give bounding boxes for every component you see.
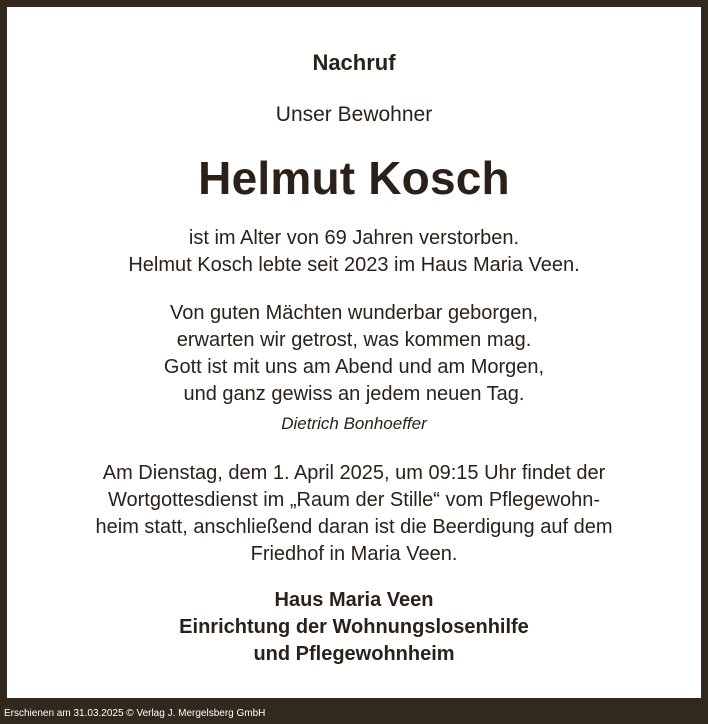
poem-author: Dietrich Bonhoeffer: [281, 414, 427, 433]
obituary-notice: [7, 7, 701, 698]
intro-text: Unser Bewohner: [275, 103, 433, 126]
poem-line: Gott ist mit uns am Abend und am Morgen,: [163, 356, 545, 378]
service-line: heim statt, anschließend daran ist die Beerdigung auf dem: [95, 516, 613, 538]
service-line: Am Dienstag, dem 1. April 2025, um 09:15 Uhr findet der: [102, 462, 606, 484]
service-details: [7, 460, 701, 568]
signature-line: Haus Maria Veen: [274, 589, 434, 611]
signature-block: [7, 587, 701, 668]
notice-heading: Nachruf: [312, 50, 396, 75]
deceased-name: Helmut Kosch: [198, 152, 510, 204]
poem-line: Von guten Mächten wunderbar geborgen,: [169, 302, 539, 324]
signature-line: und Pflegewohnheim: [253, 643, 455, 665]
service-line: Friedhof in Maria Veen.: [250, 543, 458, 565]
poem-line: erwarten wir getrost, was kommen mag.: [176, 329, 532, 351]
publication-footer: Erschienen am 31.03.2025 © Verlag J. Mergelsberg GmbH: [4, 708, 266, 719]
signature-line: Einrichtung der Wohnungslosenhilfe: [179, 616, 529, 638]
poem: [7, 300, 701, 408]
service-line: Wortgottesdienst im „Raum der Stille“ vom Pflegewohn-: [107, 489, 601, 511]
death-line: ist im Alter von 69 Jahren verstorben.: [188, 227, 520, 249]
death-line: Helmut Kosch lebte seit 2023 im Haus Maria Veen.: [128, 254, 580, 276]
poem-line: und ganz gewiss an jedem neuen Tag.: [183, 383, 525, 405]
death-statement: [7, 225, 701, 279]
